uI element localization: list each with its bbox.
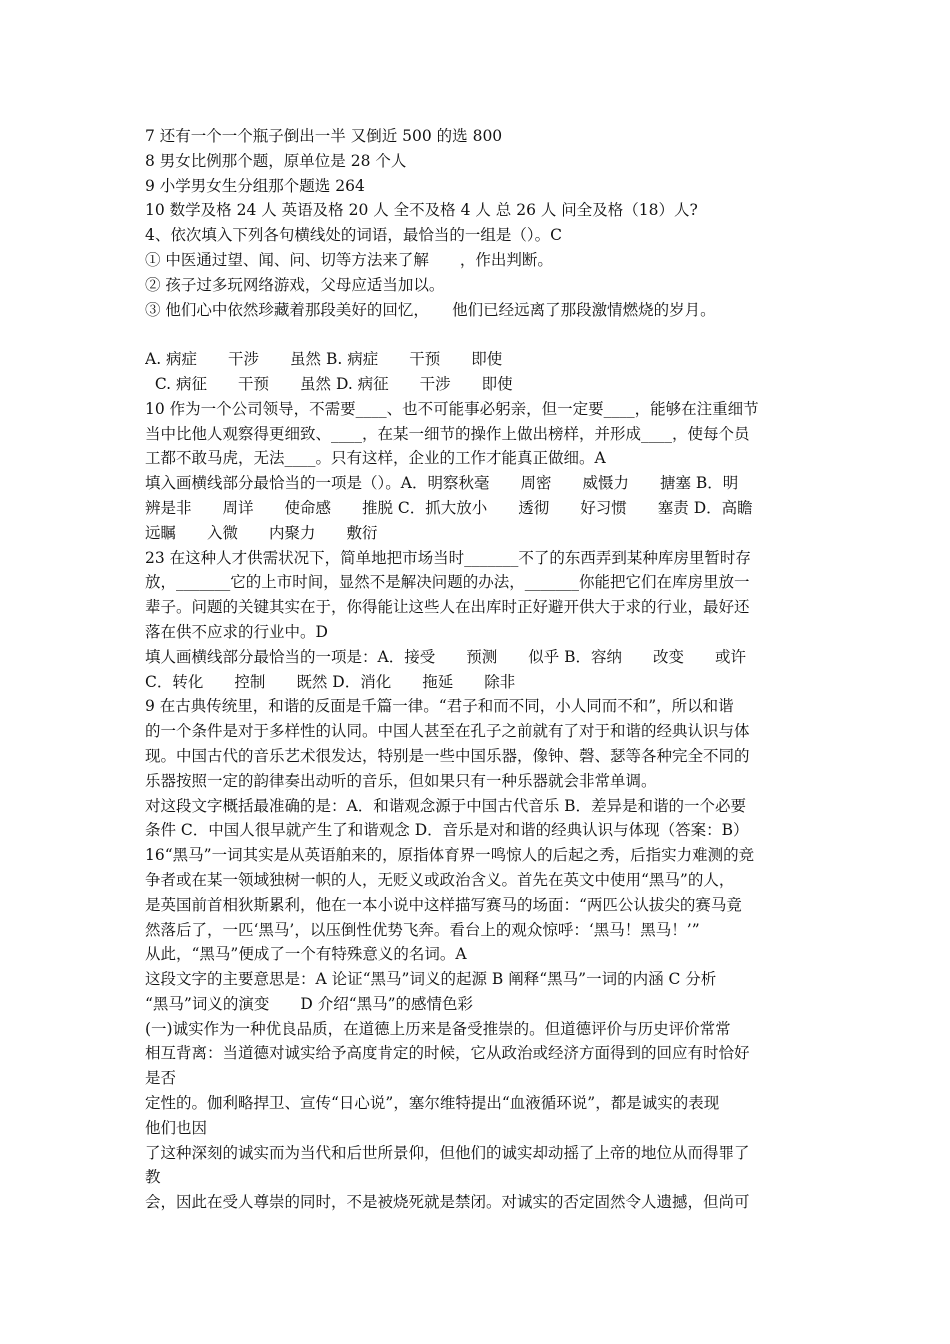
text-line: “黑马”词义的演变 D 介绍“黑马”的感情色彩 <box>145 994 474 1013</box>
text-line: 7 还有一个一个瓶子倒出一半 又倒近 500 的选 800 <box>145 127 503 145</box>
text-line: 的一个条件是对于多样性的认同。中国人甚至在孔子之前就有了对于和谐的经典认识与体 <box>145 722 750 741</box>
text-line: C．转化 控制 既然 D．消化 拖延 除非 <box>145 672 516 691</box>
text-line: 4、依次填入下列各句横线处的词语，最恰当的一组是（）。C <box>145 226 562 245</box>
text-line: 然落后了，一匹‘黑马’，以压倒性优势飞奔。看台上的观众惊呼：‘黑马！黑马！’” <box>145 920 700 939</box>
text-line: 是否 <box>145 1069 177 1088</box>
text-line: 从此，“黑马”便成了一个有特殊意义的名词。A <box>145 945 467 964</box>
text-line: 条件 C．中国人很早就产生了和谐观念 D．音乐是对和谐的经典认识与体现（答案：B） <box>145 821 749 840</box>
text-line: 10 数学及格 24 人 英语及格 20 人 全不及格 4 人 总 26 人 问全及格（18）人? <box>145 201 698 220</box>
text-line: (一)诚实作为一种优良品质，在道德上历来是备受推崇的。但道德评价与历史评价常常 <box>145 1019 731 1038</box>
blank-line <box>145 322 810 347</box>
text-line: C. 病征 干预 虽然 D. 病征 干涉 即使 <box>145 374 513 393</box>
text-line: 远瞩 入微 内聚力 敷衍 <box>145 523 378 542</box>
text-line: 填人画横线部分最恰当的一项是：A．接受 预测 似乎 B．容纳 改变 或许 <box>145 647 747 666</box>
text-line: 教 <box>145 1168 161 1187</box>
text-line: 现。中国古代的音乐艺术很发达，特别是一些中国乐器，像钟、磬、瑟等各种完全不同的 <box>145 746 750 765</box>
text-line: 辈子。问题的关键其实在于，你得能让这些人在出库时正好避开供大于求的行业，最好还 <box>145 598 750 617</box>
text-line: 他们也因 <box>145 1118 208 1137</box>
text-line: A. 病症 干涉 虽然 B. 病症 干预 即使 <box>145 350 503 369</box>
text-line: 工都不敢马虎，无法____。只有这样，企业的工作才能真正做细。A <box>145 449 606 468</box>
document-body <box>145 124 810 1215</box>
text-line: 是英国前首相狄斯累利，他在一本小说中这样描写赛马的场面：“两匹公认拔尖的赛马竟 <box>145 895 742 914</box>
text-line: 对这段文字概括最准确的是：A．和谐观念源于中国古代音乐 B．差异是和谐的一个必要 <box>145 796 747 815</box>
text-line: 9 在古典传统里，和谐的反面是千篇一律。“君子和而不同，小人同而不和”，所以和谐 <box>145 697 734 716</box>
text-line: 乐器按照一定的韵律奏出动听的音乐，但如果只有一种乐器就会非常单调。 <box>145 771 657 790</box>
text-line: 争者或在某一领域独树一帜的人，无贬义或政治含义。首先在英文中使用“黑马”的人， <box>145 870 735 889</box>
text-line: 了这种深刻的诚实而为当代和后世所景仰，但他们的诚实却动摇了上帝的地位从而得罪了 <box>145 1143 750 1162</box>
text-line: 9 小学男女生分组那个题选 264 <box>145 176 365 195</box>
text-line: 会，因此在受人尊崇的同时，不是被烧死就是禁闭。对诚实的否定固然令人遗撼，但尚可 <box>145 1193 750 1212</box>
text-line: 辨是非 周详 使命感 推脱 C．抓大放小 透彻 好习惯 塞责 D．高瞻 <box>145 498 753 517</box>
text-line: 10 作为一个公司领导，不需要____、也不可能事必躬亲，但一定要____，能够在注重细节 <box>145 399 759 418</box>
text-line: 这段文字的主要意思是：A 论证“黑马”词义的起源 B 阐释“黑马”一词的内涵 C 分析 <box>145 970 717 989</box>
text-line: 定性的。伽利略捍卫、宣传“日心说”，塞尔维特提出“血液循环说”，都是诚实的表现 <box>145 1094 720 1113</box>
text-line: 相互背离：当道德对诚实给予高度肯定的时候，它从政治或经济方面得到的回应有时恰好 <box>145 1044 750 1063</box>
text-line: 填入画横线部分最恰当的一项是（）。A．明察秋毫 周密 威慑力 搪塞 B．明 <box>145 474 739 493</box>
text-line: ① 中医通过望、闻、问、切等方法来了解 ，作出判断。 <box>145 250 553 269</box>
text-line: 8 男女比例那个题，原单位是 28 个人 <box>145 151 407 170</box>
text-line: 落在供不应求的行业中。D <box>145 622 328 641</box>
text-line: 当中比他人观察得更细致、____，在某一细节的操作上做出榜样，并形成____，使每个员 <box>145 424 750 443</box>
text-line: 23 在这种人才供需状况下，简单地把市场当时_______不了的东西弄到某种库房里暂时存 <box>145 548 751 567</box>
text-line: ② 孩子过多玩网络游戏，父母应适当加以。 <box>145 275 445 294</box>
text-line: 放，_______它的上市时间，显然不是解决问题的办法，_______你能把它们在库房里放一 <box>145 573 750 592</box>
text-line: 16“黑马”一词其实是从英语舶来的，原指体育界一鸣惊人的后起之秀，后指实力难测的竞 <box>145 846 755 865</box>
text-line: ③ 他们心中依然珍藏着那段美好的回忆， 他们已经远离了那段激情燃烧的岁月。 <box>145 300 716 319</box>
